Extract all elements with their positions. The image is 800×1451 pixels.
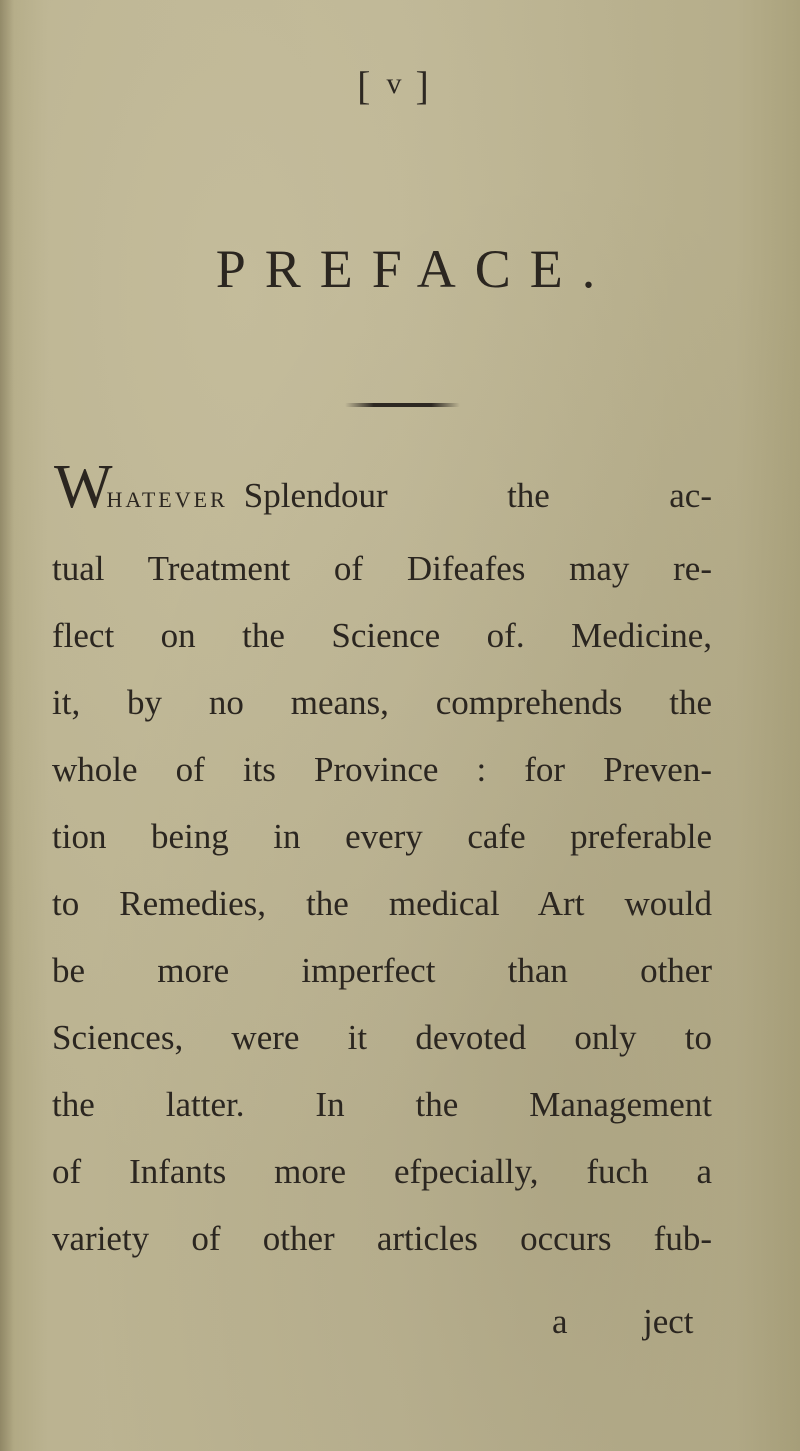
title-rule-divider	[345, 403, 460, 407]
preface-body	[52, 450, 712, 1272]
opening-small-caps: HATEVER	[106, 487, 228, 512]
text-line-8: be more imperfect than other	[52, 951, 712, 990]
page-number: v	[386, 67, 402, 100]
page-edge-shadow	[0, 0, 14, 1451]
text-line-6: tion being in every cafe preferable	[52, 817, 712, 856]
drop-cap: W	[54, 453, 107, 521]
page-number-header	[0, 62, 800, 109]
bracket-close: ]	[415, 63, 443, 108]
page-footer	[0, 1300, 800, 1360]
text-line-7: to Remedies, the medical Art would	[52, 884, 712, 923]
text-line-12: variety of other articles occurs fub-	[52, 1219, 712, 1258]
first-line-text: Splendour the ac-	[243, 476, 712, 515]
text-line-5: whole of its Province : for Preven-	[52, 750, 712, 789]
signature-mark: a	[552, 1302, 568, 1341]
text-line-2: tual Treatment of Difeafes may re-	[52, 549, 712, 588]
catchword: ject	[643, 1302, 694, 1341]
text-line-1	[52, 450, 712, 535]
text-line-11: of Infants more efpecially, fuch a	[52, 1152, 712, 1191]
bracket-open: [	[357, 63, 385, 108]
page-title: PREFACE.	[215, 239, 615, 299]
text-line-3: flect on the Science of. Medicine,	[52, 616, 712, 655]
text-line-4: it, by no means, comprehends the	[52, 683, 712, 722]
text-line-10: the latter. In the Management	[52, 1085, 712, 1124]
text-line-9: Sciences, were it devoted only to	[52, 1018, 712, 1057]
